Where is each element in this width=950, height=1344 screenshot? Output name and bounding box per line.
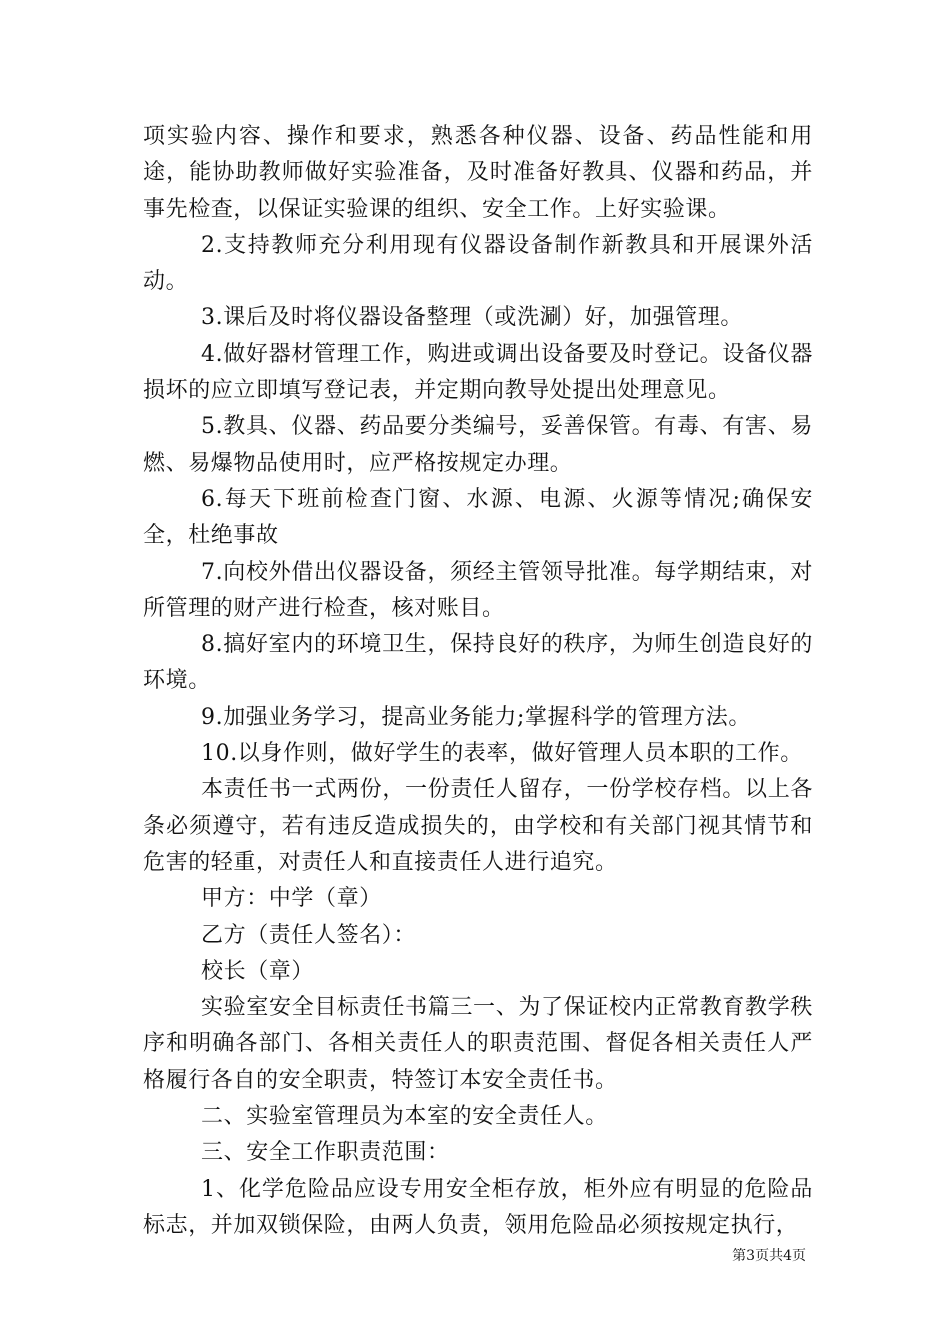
paragraph: 实验室安全目标责任书篇三一、为了保证校内正常教育教学秩序和明确各部门、各相关责任人的职责范围、督促各相关责任人严格履行各自的安全职责，特签订本安全责任书。 — [143, 995, 813, 1093]
paragraph: 甲方：中学（章） — [201, 886, 382, 912]
paragraph: 3.课后及时将仪器设备整理（或洗涮）好，加强管理。 — [201, 305, 743, 331]
paragraph: 2.支持教师充分利用现有仪器设备制作新教具和开展课外活动。 — [143, 232, 813, 295]
paragraph: 乙方（责任人签名）： — [201, 922, 417, 948]
paragraph: 校长（章） — [201, 958, 315, 984]
paragraph: 7.向校外借出仪器设备，须经主管领导批准。每学期结束，对所管理的财产进行检查，核对账目。 — [143, 559, 813, 621]
paragraph: 项实验内容、操作和要求，熟悉各种仪器、设备、药品性能和用途，能协助教师做好实验准备，及时准备好教具、仪器和药品，并事先检查，以保证实验课的组织、安全工作。上好实验课。 — [143, 124, 813, 222]
paragraph: 6.每天下班前检查门窗、水源、电源、火源等情况;确保安全，杜绝事故 — [143, 486, 813, 549]
page-footer — [0, 1245, 806, 1265]
paragraph: 5.教具、仪器、药品要分类编号，妥善保管。有毒、有害、易燃、易爆物品使用时，应严格按规定办理。 — [143, 414, 813, 476]
page-number: 第3页共4页 — [732, 1248, 806, 1264]
paragraph: 本责任书一式两份，一份责任人留存，一份学校存档。以上各条必须遵守，若有违反造成损失的，由学校和有关部门视其情节和危害的轻重，对责任人和直接责任人进行追究。 — [143, 777, 813, 875]
paragraph: 4.做好器材管理工作，购进或调出设备要及时登记。设备仪器损坏的应立即填写登记表，并定期向教导处提出处理意见。 — [143, 341, 813, 404]
paragraph: 二、实验室管理员为本室的安全责任人。 — [201, 1104, 608, 1130]
paragraph: 9.加强业务学习，提高业务能力;掌握科学的管理方法。 — [201, 704, 752, 730]
document-body — [143, 119, 813, 1244]
paragraph: 10.以身作则，做好学生的表率，做好管理人员本职的工作。 — [201, 741, 803, 767]
paragraph: 8.搞好室内的环境卫生，保持良好的秩序，为师生创造良好的环境。 — [143, 632, 813, 694]
paragraph: 1、化学危险品应设专用安全柜存放，柜外应有明显的危险品标志，并加双锁保险，由两人负责，领用危险品必须按规定执行， — [143, 1176, 813, 1238]
paragraph: 三、安全工作职责范围： — [201, 1140, 450, 1166]
